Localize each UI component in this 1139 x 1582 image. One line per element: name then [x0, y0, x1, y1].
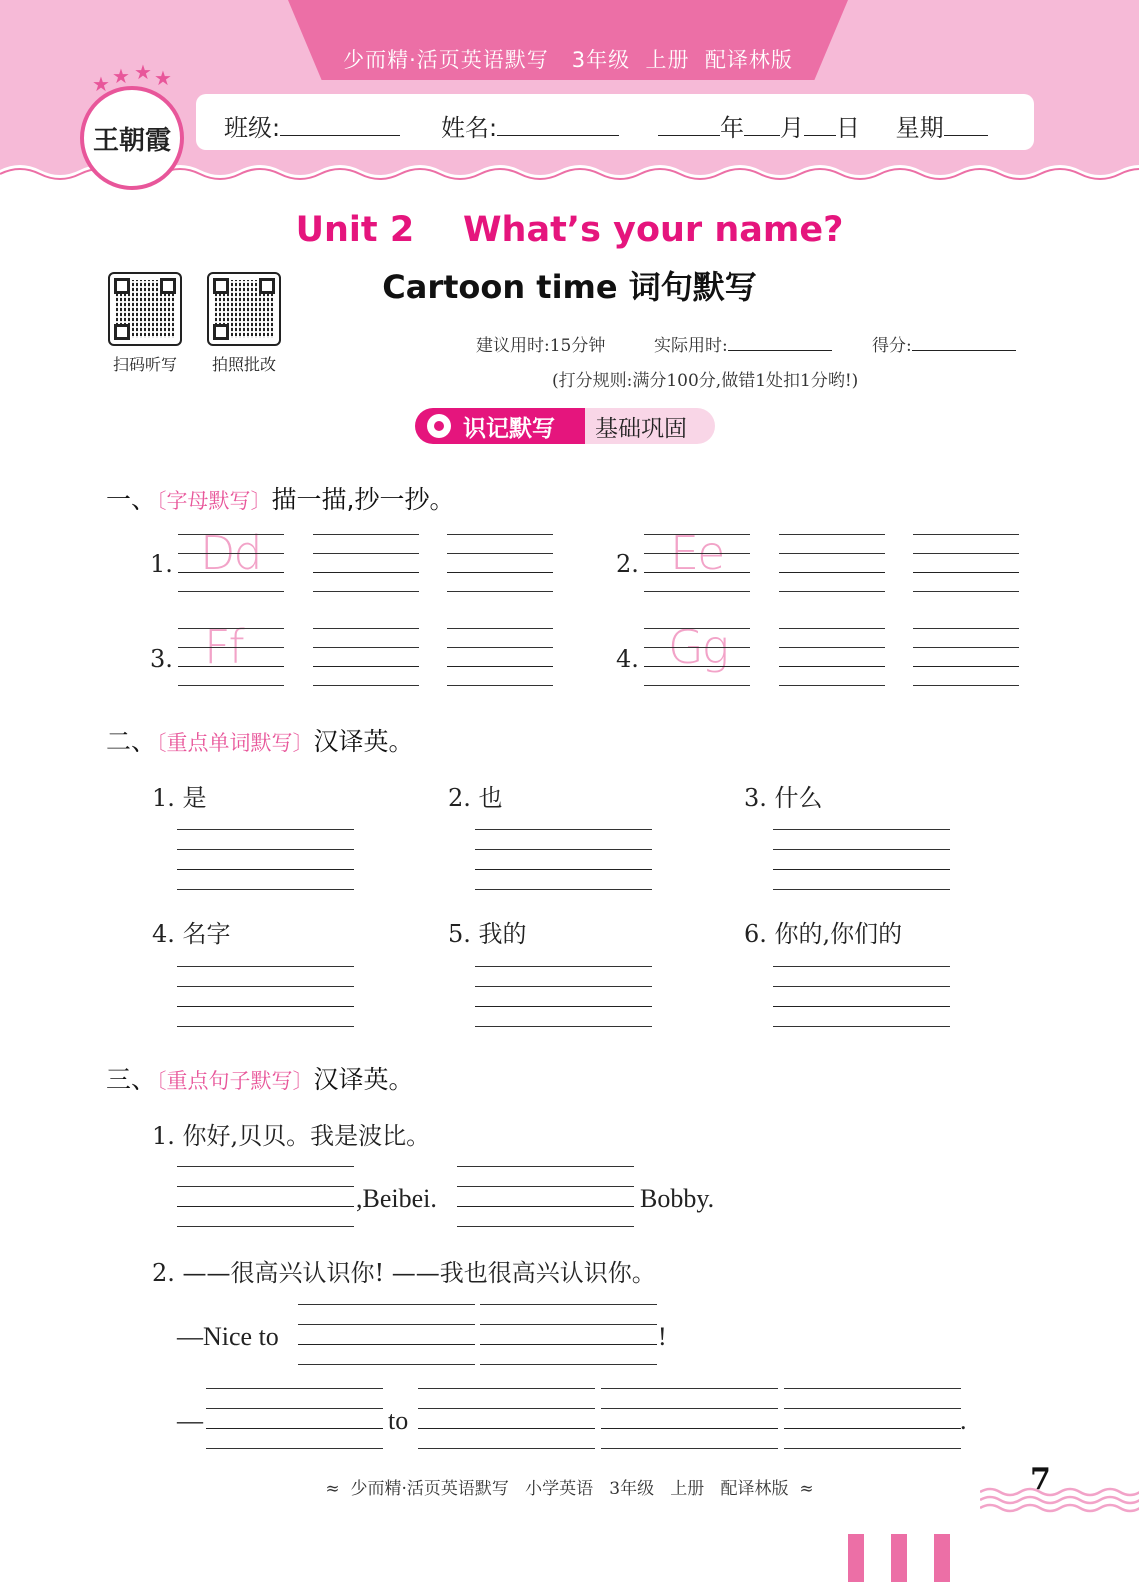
writing-line[interactable] — [773, 849, 950, 850]
section-banner — [415, 408, 715, 444]
name-blank[interactable] — [497, 113, 619, 136]
edge-tab — [934, 1534, 950, 1582]
writing-line[interactable] — [913, 572, 1019, 573]
writing-line[interactable] — [177, 1186, 354, 1187]
writing-line[interactable] — [773, 869, 950, 870]
writing-line[interactable] — [206, 1388, 383, 1389]
writing-line[interactable] — [178, 647, 284, 648]
writing-line[interactable] — [298, 1324, 475, 1325]
name-label: 姓名: — [441, 114, 498, 142]
writing-line[interactable] — [913, 628, 1019, 629]
footer-wave — [980, 1484, 1139, 1514]
writing-line[interactable] — [177, 869, 354, 870]
writing-line[interactable] — [178, 666, 284, 667]
writing-line[interactable] — [644, 591, 750, 592]
writing-line[interactable] — [779, 666, 885, 667]
qr-caption-listen: 扫码听写 — [112, 355, 177, 374]
word-item: 5. 我的 — [448, 920, 527, 948]
writing-line[interactable] — [913, 685, 1019, 686]
writing-line[interactable] — [913, 666, 1019, 667]
writing-line[interactable] — [177, 1206, 354, 1207]
section1-instruction: 描一描,抄一抄。 — [271, 485, 455, 514]
star-icon: ★ — [112, 64, 130, 88]
writing-line[interactable] — [779, 572, 885, 573]
qr-correct[interactable] — [207, 272, 281, 346]
writing-line[interactable] — [206, 1428, 383, 1429]
class-label: 班级: — [224, 114, 281, 142]
unit-title: Unit 2 What’s your name? — [295, 210, 844, 250]
qr-code-icon[interactable] — [207, 272, 281, 346]
year-blank[interactable] — [658, 113, 720, 136]
writing-line[interactable] — [447, 685, 553, 686]
section3-tag: 〔重点句子默写〕 — [156, 1069, 314, 1093]
section3-instruction: 汉译英。 — [313, 1065, 414, 1094]
writing-line[interactable] — [913, 534, 1019, 535]
writing-line[interactable] — [177, 1026, 354, 1027]
trace-letters: Ee — [670, 526, 724, 580]
writing-line[interactable] — [177, 986, 354, 987]
writing-line[interactable] — [644, 685, 750, 686]
writing-line[interactable] — [447, 572, 553, 573]
star-icon: ★ — [134, 60, 152, 84]
writing-line[interactable] — [313, 534, 419, 535]
writing-line[interactable] — [779, 647, 885, 648]
item-number: 3. — [150, 645, 173, 673]
section1-tag: 〔字母默写〕 — [156, 489, 272, 513]
sentence-fragment: —Nice to — [177, 1322, 279, 1351]
writing-line[interactable] — [178, 685, 284, 686]
writing-line[interactable] — [480, 1324, 657, 1325]
sentence-fragment: Bobby. — [640, 1184, 715, 1213]
writing-line[interactable] — [418, 1408, 595, 1409]
sentence-fragment: ,Beibei. — [356, 1184, 437, 1213]
writing-line[interactable] — [475, 1026, 652, 1027]
writing-line[interactable] — [475, 889, 652, 890]
writing-line[interactable] — [601, 1448, 778, 1449]
writing-line[interactable] — [913, 647, 1019, 648]
writing-line[interactable] — [773, 889, 950, 890]
edge-tab — [848, 1534, 864, 1582]
writing-line[interactable] — [644, 572, 750, 573]
writing-line[interactable] — [447, 628, 553, 629]
writing-line[interactable] — [177, 966, 354, 967]
writing-line[interactable] — [644, 534, 750, 535]
class-field[interactable] — [224, 108, 400, 143]
sentence-fragment: to — [388, 1406, 409, 1435]
weekday-blank[interactable] — [944, 113, 988, 136]
writing-line[interactable] — [178, 572, 284, 573]
edge-tab — [891, 1534, 907, 1582]
day-blank[interactable] — [804, 113, 836, 136]
writing-line[interactable] — [779, 534, 885, 535]
sentence-prompt: 2. ——很高兴认识你! ——我也很高兴认识你。 — [152, 1259, 656, 1287]
writing-line[interactable] — [447, 666, 553, 667]
writing-line[interactable] — [773, 829, 950, 830]
student-info-box — [196, 94, 1034, 150]
actual-time — [654, 331, 832, 356]
sentence-fragment: . — [960, 1406, 967, 1435]
section2-tag: 〔重点单词默写〕 — [156, 731, 314, 755]
writing-line[interactable] — [447, 647, 553, 648]
writing-line[interactable] — [313, 685, 419, 686]
writing-line[interactable] — [177, 889, 354, 890]
score-blank[interactable] — [912, 332, 1016, 351]
logo-text: 王朝霞 — [92, 126, 171, 156]
writing-line[interactable] — [913, 553, 1019, 554]
trace-letters: Dd — [200, 526, 261, 580]
writing-line[interactable] — [298, 1364, 475, 1365]
writing-line[interactable] — [447, 553, 553, 554]
qr-listen[interactable] — [108, 272, 182, 346]
sentence-prompt: 1. 你好,贝贝。我是波比。 — [152, 1122, 431, 1150]
writing-line[interactable] — [475, 966, 652, 967]
word-item: 1. 是 — [152, 784, 207, 812]
actual-time-label: 实际用时: — [654, 336, 728, 356]
writing-line[interactable] — [457, 1206, 634, 1207]
star-icon: ★ — [92, 72, 110, 96]
qr-caption-correct: 拍照批改 — [211, 355, 276, 374]
actual-time-blank[interactable] — [728, 332, 832, 351]
footer-text: ≈ 少而精·活页英语默写 小学英语 3年级 上册 配译林版 ≈ — [325, 1479, 814, 1499]
writing-line[interactable] — [784, 1388, 961, 1389]
writing-line[interactable] — [177, 1006, 354, 1007]
writing-line[interactable] — [298, 1304, 475, 1305]
writing-line[interactable] — [480, 1344, 657, 1345]
writing-line[interactable] — [313, 647, 419, 648]
writing-line[interactable] — [178, 534, 284, 535]
writing-line[interactable] — [475, 986, 652, 987]
trace-letters: Gg — [668, 620, 728, 674]
writing-line[interactable] — [779, 685, 885, 686]
writing-line[interactable] — [475, 829, 652, 830]
scoring-rule: (打分规则:满分100分,做错1处扣1分哟!) — [552, 371, 859, 391]
word-item: 4. 名字 — [152, 920, 231, 948]
writing-line[interactable] — [480, 1364, 657, 1365]
section3-prefix: 三、 — [106, 1065, 157, 1094]
writing-line[interactable] — [773, 986, 950, 987]
brand-logo — [80, 60, 184, 190]
writing-line[interactable] — [644, 647, 750, 648]
suggested-time: 建议用时:15分钟 — [476, 336, 606, 356]
writing-line[interactable] — [178, 591, 284, 592]
writing-line[interactable] — [457, 1166, 634, 1167]
writing-line[interactable] — [447, 591, 553, 592]
writing-line[interactable] — [784, 1428, 961, 1429]
writing-line[interactable] — [177, 1166, 354, 1167]
sentence-fragment: ! — [658, 1322, 667, 1351]
item-number: 4. — [616, 645, 639, 673]
writing-line[interactable] — [779, 553, 885, 554]
writing-line[interactable] — [418, 1448, 595, 1449]
writing-line[interactable] — [313, 628, 419, 629]
banner-left-text: 识记默写 — [463, 416, 555, 442]
writing-line[interactable] — [313, 553, 419, 554]
writing-line[interactable] — [784, 1408, 961, 1409]
star-icon: ★ — [154, 66, 172, 90]
writing-line[interactable] — [313, 591, 419, 592]
month-blank[interactable] — [744, 113, 780, 136]
writing-line[interactable] — [779, 628, 885, 629]
writing-line[interactable] — [773, 1006, 950, 1007]
section1-prefix: 一、 — [106, 485, 157, 514]
writing-line[interactable] — [457, 1226, 634, 1227]
word-item: 6. 你的,你们的 — [744, 920, 903, 948]
trace-letters: Ff — [204, 620, 243, 674]
writing-line[interactable] — [644, 666, 750, 667]
writing-line[interactable] — [313, 666, 419, 667]
weekday-label: 星期 — [895, 114, 944, 142]
word-item: 2. 也 — [448, 784, 503, 812]
writing-line[interactable] — [447, 534, 553, 535]
writing-line[interactable] — [177, 1226, 354, 1227]
score — [872, 331, 1016, 356]
writing-line[interactable] — [177, 829, 354, 830]
writing-line[interactable] — [480, 1304, 657, 1305]
writing-line[interactable] — [206, 1448, 383, 1449]
writing-line[interactable] — [784, 1448, 961, 1449]
writing-line[interactable] — [773, 966, 950, 967]
writing-line[interactable] — [457, 1186, 634, 1187]
item-number: 2. — [616, 550, 639, 578]
qr-code-icon[interactable] — [108, 272, 182, 346]
writing-line[interactable] — [601, 1428, 778, 1429]
writing-line[interactable] — [475, 1006, 652, 1007]
section1-heading — [106, 480, 454, 516]
writing-line[interactable] — [178, 628, 284, 629]
writing-line[interactable] — [475, 869, 652, 870]
writing-line[interactable] — [313, 572, 419, 573]
writing-line[interactable] — [644, 628, 750, 629]
day-label: 日 — [836, 114, 860, 142]
section2-heading — [106, 722, 414, 758]
writing-line[interactable] — [913, 591, 1019, 592]
sentence-fragment: — — [177, 1406, 203, 1435]
page-number: 7 — [1030, 1462, 1051, 1497]
item-number: 1. — [150, 550, 173, 578]
month-label: 月 — [780, 114, 804, 142]
section2-prefix: 二、 — [106, 727, 157, 756]
writing-line[interactable] — [644, 553, 750, 554]
section2-instruction: 汉译英。 — [313, 727, 414, 756]
score-label: 得分: — [872, 336, 912, 356]
writing-line[interactable] — [418, 1388, 595, 1389]
writing-line[interactable] — [178, 553, 284, 554]
name-field[interactable] — [441, 108, 619, 143]
date-field[interactable] — [658, 108, 988, 143]
series-title: 少而精·活页英语默写 3年级 上册 配译林版 — [343, 48, 793, 72]
writing-line[interactable] — [601, 1388, 778, 1389]
word-item: 3. 什么 — [744, 784, 823, 812]
class-blank[interactable] — [280, 113, 400, 136]
lesson-subtitle: Cartoon time 词句默写 — [382, 268, 757, 306]
writing-line[interactable] — [779, 591, 885, 592]
writing-line[interactable] — [206, 1408, 383, 1409]
banner-right-text: 基础巩固 — [595, 416, 687, 442]
year-label: 年 — [720, 114, 744, 142]
writing-line[interactable] — [298, 1344, 475, 1345]
section3-heading — [106, 1060, 414, 1096]
writing-line[interactable] — [177, 849, 354, 850]
writing-line[interactable] — [418, 1428, 595, 1429]
writing-line[interactable] — [601, 1408, 778, 1409]
writing-line[interactable] — [773, 1026, 950, 1027]
writing-line[interactable] — [475, 849, 652, 850]
